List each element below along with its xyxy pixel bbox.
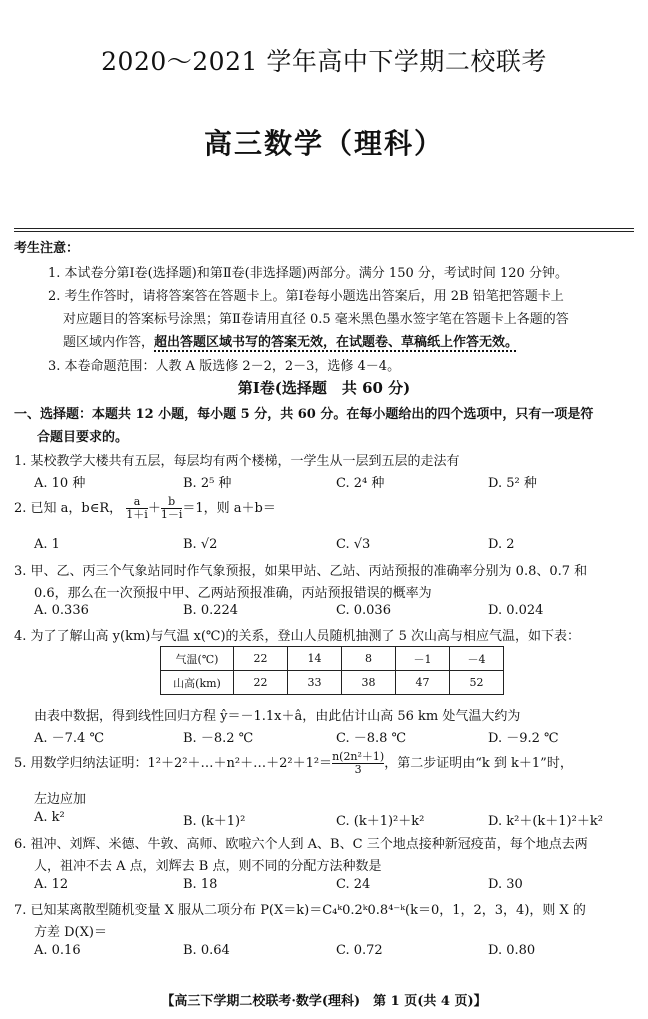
table-cell: 38: [342, 671, 396, 695]
q6-stem-line-1: 6. 祖冲、刘辉、米德、牛敦、高师、欧啦六个人到 A、B、C 三个地点接种新冠疫苗，每个地点去两: [14, 837, 588, 852]
q4-option-a: A. －7.4 ℃: [34, 731, 105, 746]
table-row: [161, 671, 504, 695]
q1-option-c: C. 2⁴ 种: [336, 476, 385, 491]
notice-item-3: 3. 本卷命题范围：人教 A 版选修 2－2，2－3，选修 4－4。: [48, 359, 401, 374]
table-header-altitude: 山高(km): [161, 671, 234, 695]
q7-option-b: B. 0.64: [183, 943, 230, 958]
section-title: 第Ⅰ卷(选择题 共 60 分): [237, 379, 411, 397]
q5-fraction-numerator: n(2n²＋1): [332, 750, 385, 763]
q7-stem-line-2: 方差 D(X)＝: [34, 925, 107, 940]
q6-option-d: D. 30: [488, 877, 523, 892]
q2-option-c: C. √3: [336, 537, 371, 552]
q2-stem: [14, 496, 276, 521]
q2-fraction-2-denominator: 1－i: [160, 508, 183, 521]
q7-option-c: C. 0.72: [336, 943, 383, 958]
q1-stem: 1. 某校教学大楼共有五层，每层均有两个楼梯，一学生从一层到五层的走法有: [14, 454, 460, 469]
q2-fraction-2: [161, 496, 183, 521]
q2-plus: ＋: [147, 501, 161, 516]
q7-option-d: D. 0.80: [488, 943, 536, 958]
q5-option-c: C. (k＋1)²＋k²: [336, 814, 425, 829]
notice-item-2-line-2: 对应题目的答案标号涂黑；第Ⅱ卷请用直径 0.5 毫米黑色墨水签字笔在答题卡上各题的答: [63, 312, 569, 327]
q1-option-a: A. 10 种: [34, 476, 86, 491]
q2-option-b: B. √2: [183, 537, 218, 552]
notice-heading: 考生注意：: [14, 241, 80, 256]
q2-fraction-2-numerator: b: [168, 495, 176, 508]
q5-stem: [14, 751, 573, 776]
q2-stem-suffix: ＝1，则 a＋b＝: [182, 501, 276, 516]
q5-fraction-denominator: 3: [332, 763, 384, 776]
q1-option-b: B. 2⁵ 种: [183, 476, 232, 491]
table-header-temperature: 气温(℃): [161, 647, 234, 671]
subject-title: 高三数学（理科）: [203, 127, 444, 160]
header-rule-bottom: [14, 231, 634, 232]
q4-option-d: D. －9.2 ℃: [488, 731, 559, 746]
q2-option-a: A. 1: [34, 537, 60, 552]
table-cell: 22: [234, 671, 288, 695]
q3-stem-line-1: 3. 甲、乙、丙三个气象站同时作气象预报，如果甲站、乙站、丙站预报的准确率分别为 0.8、0.7 和: [14, 564, 588, 579]
q6-option-c: C. 24: [336, 877, 371, 892]
q4-option-c: C. －8.8 ℃: [336, 731, 407, 746]
q5-stem-suffix: ，第二步证明由“k 到 k＋1”时，: [384, 756, 573, 771]
table-cell: 47: [396, 671, 450, 695]
q6-option-a: A. 12: [34, 877, 69, 892]
q2-fraction-1-numerator: a: [133, 495, 141, 508]
q3-option-d: D. 0.024: [488, 603, 544, 618]
q3-option-a: A. 0.336: [34, 603, 89, 618]
notice-item-2-line-3: [63, 331, 518, 350]
q7-option-a: A. 0.16: [34, 943, 81, 958]
q5-option-d: D. k²＋(k＋1)²＋k²: [488, 814, 603, 829]
q5-option-a: A. k²: [34, 810, 65, 825]
q5-fraction: [332, 751, 384, 776]
table-cell: －4: [450, 647, 504, 671]
q2-stem-prefix: 2. 已知 a，b∈R，: [14, 501, 123, 516]
notice-item-2-line-1: 2. 考生作答时，请将答案答在答题卡上。第Ⅰ卷每小题选出答案后，用 2B 铅笔把答题卡上: [48, 289, 564, 304]
notice-emphasis-text: 超出答题区域书写的答案无效，在试题卷、草稿纸上作答无效。: [154, 335, 519, 350]
table-cell: 22: [234, 647, 288, 671]
header-rule-top: [14, 228, 634, 229]
q5-stem-line-2: 左边应加: [34, 792, 87, 807]
table-cell: 52: [450, 671, 504, 695]
q2-fraction-1-denominator: 1＋i: [126, 508, 148, 521]
page-title: 2020～2021 学年高中下学期二校联考: [101, 47, 547, 76]
section-instruction-line-1: 一、选择题：本题共 12 小题，每小题 5 分，共 60 分。在每小题给出的四个选项中，只有一项是符: [14, 407, 594, 422]
q7-stem-line-1: 7. 已知某离散型随机变量 X 服从二项分布 P(X＝k)＝C₄ᵏ0.2ᵏ0.8⁴⁻ᵏ(k＝0，1，2，3，4)，则 X 的: [14, 903, 586, 918]
q1-option-d: D. 5² 种: [488, 476, 537, 491]
q4-follow-text: 由表中数据，得到线性回归方程 ŷ＝－1.1x＋â，由此估计山高 56 km 处气温大约为: [34, 709, 521, 724]
q5-option-b: B. (k＋1)²: [183, 814, 246, 829]
table-cell: 8: [342, 647, 396, 671]
q6-option-b: B. 18: [183, 877, 218, 892]
q4-option-b: B. －8.2 ℃: [183, 731, 254, 746]
table-cell: 14: [288, 647, 342, 671]
q2-fraction-1: [126, 496, 148, 521]
q4-stem: 4. 为了了解山高 y(km)与气温 x(℃)的关系，登山人员随机抽测了 5 次山高与相应气温，如下表：: [14, 629, 581, 644]
q2-option-d: D. 2: [488, 537, 515, 552]
section-instruction-line-2: 合题目要求的。: [37, 430, 129, 445]
q6-stem-line-2: 人，祖冲不去 A 点，刘辉去 B 点，则不同的分配方法种数是: [34, 859, 382, 874]
q3-stem-line-2: 0.6，那么在一次预报中甲、乙两站预报准确，丙站预报错误的概率为: [34, 586, 432, 601]
q5-stem-prefix: 5. 用数学归纳法证明：1²＋2²＋…＋n²＋…＋2²＋1²＝: [14, 756, 333, 771]
page-footer: 【高三下学期二校联考·数学(理科) 第 1 页(共 4 页)】: [161, 994, 487, 1009]
q3-option-c: C. 0.036: [336, 603, 391, 618]
notice-item-1: 1. 本试卷分第Ⅰ卷(选择题)和第Ⅱ卷(非选择题)两部分。满分 150 分，考试时间 120 分钟。: [48, 266, 568, 281]
notice-plain-text: 题区域内作答，: [63, 335, 155, 350]
table-row: [161, 647, 504, 671]
q3-option-b: B. 0.224: [183, 603, 239, 618]
table-cell: 33: [288, 671, 342, 695]
q4-data-table: [160, 646, 504, 695]
table-cell: －1: [396, 647, 450, 671]
